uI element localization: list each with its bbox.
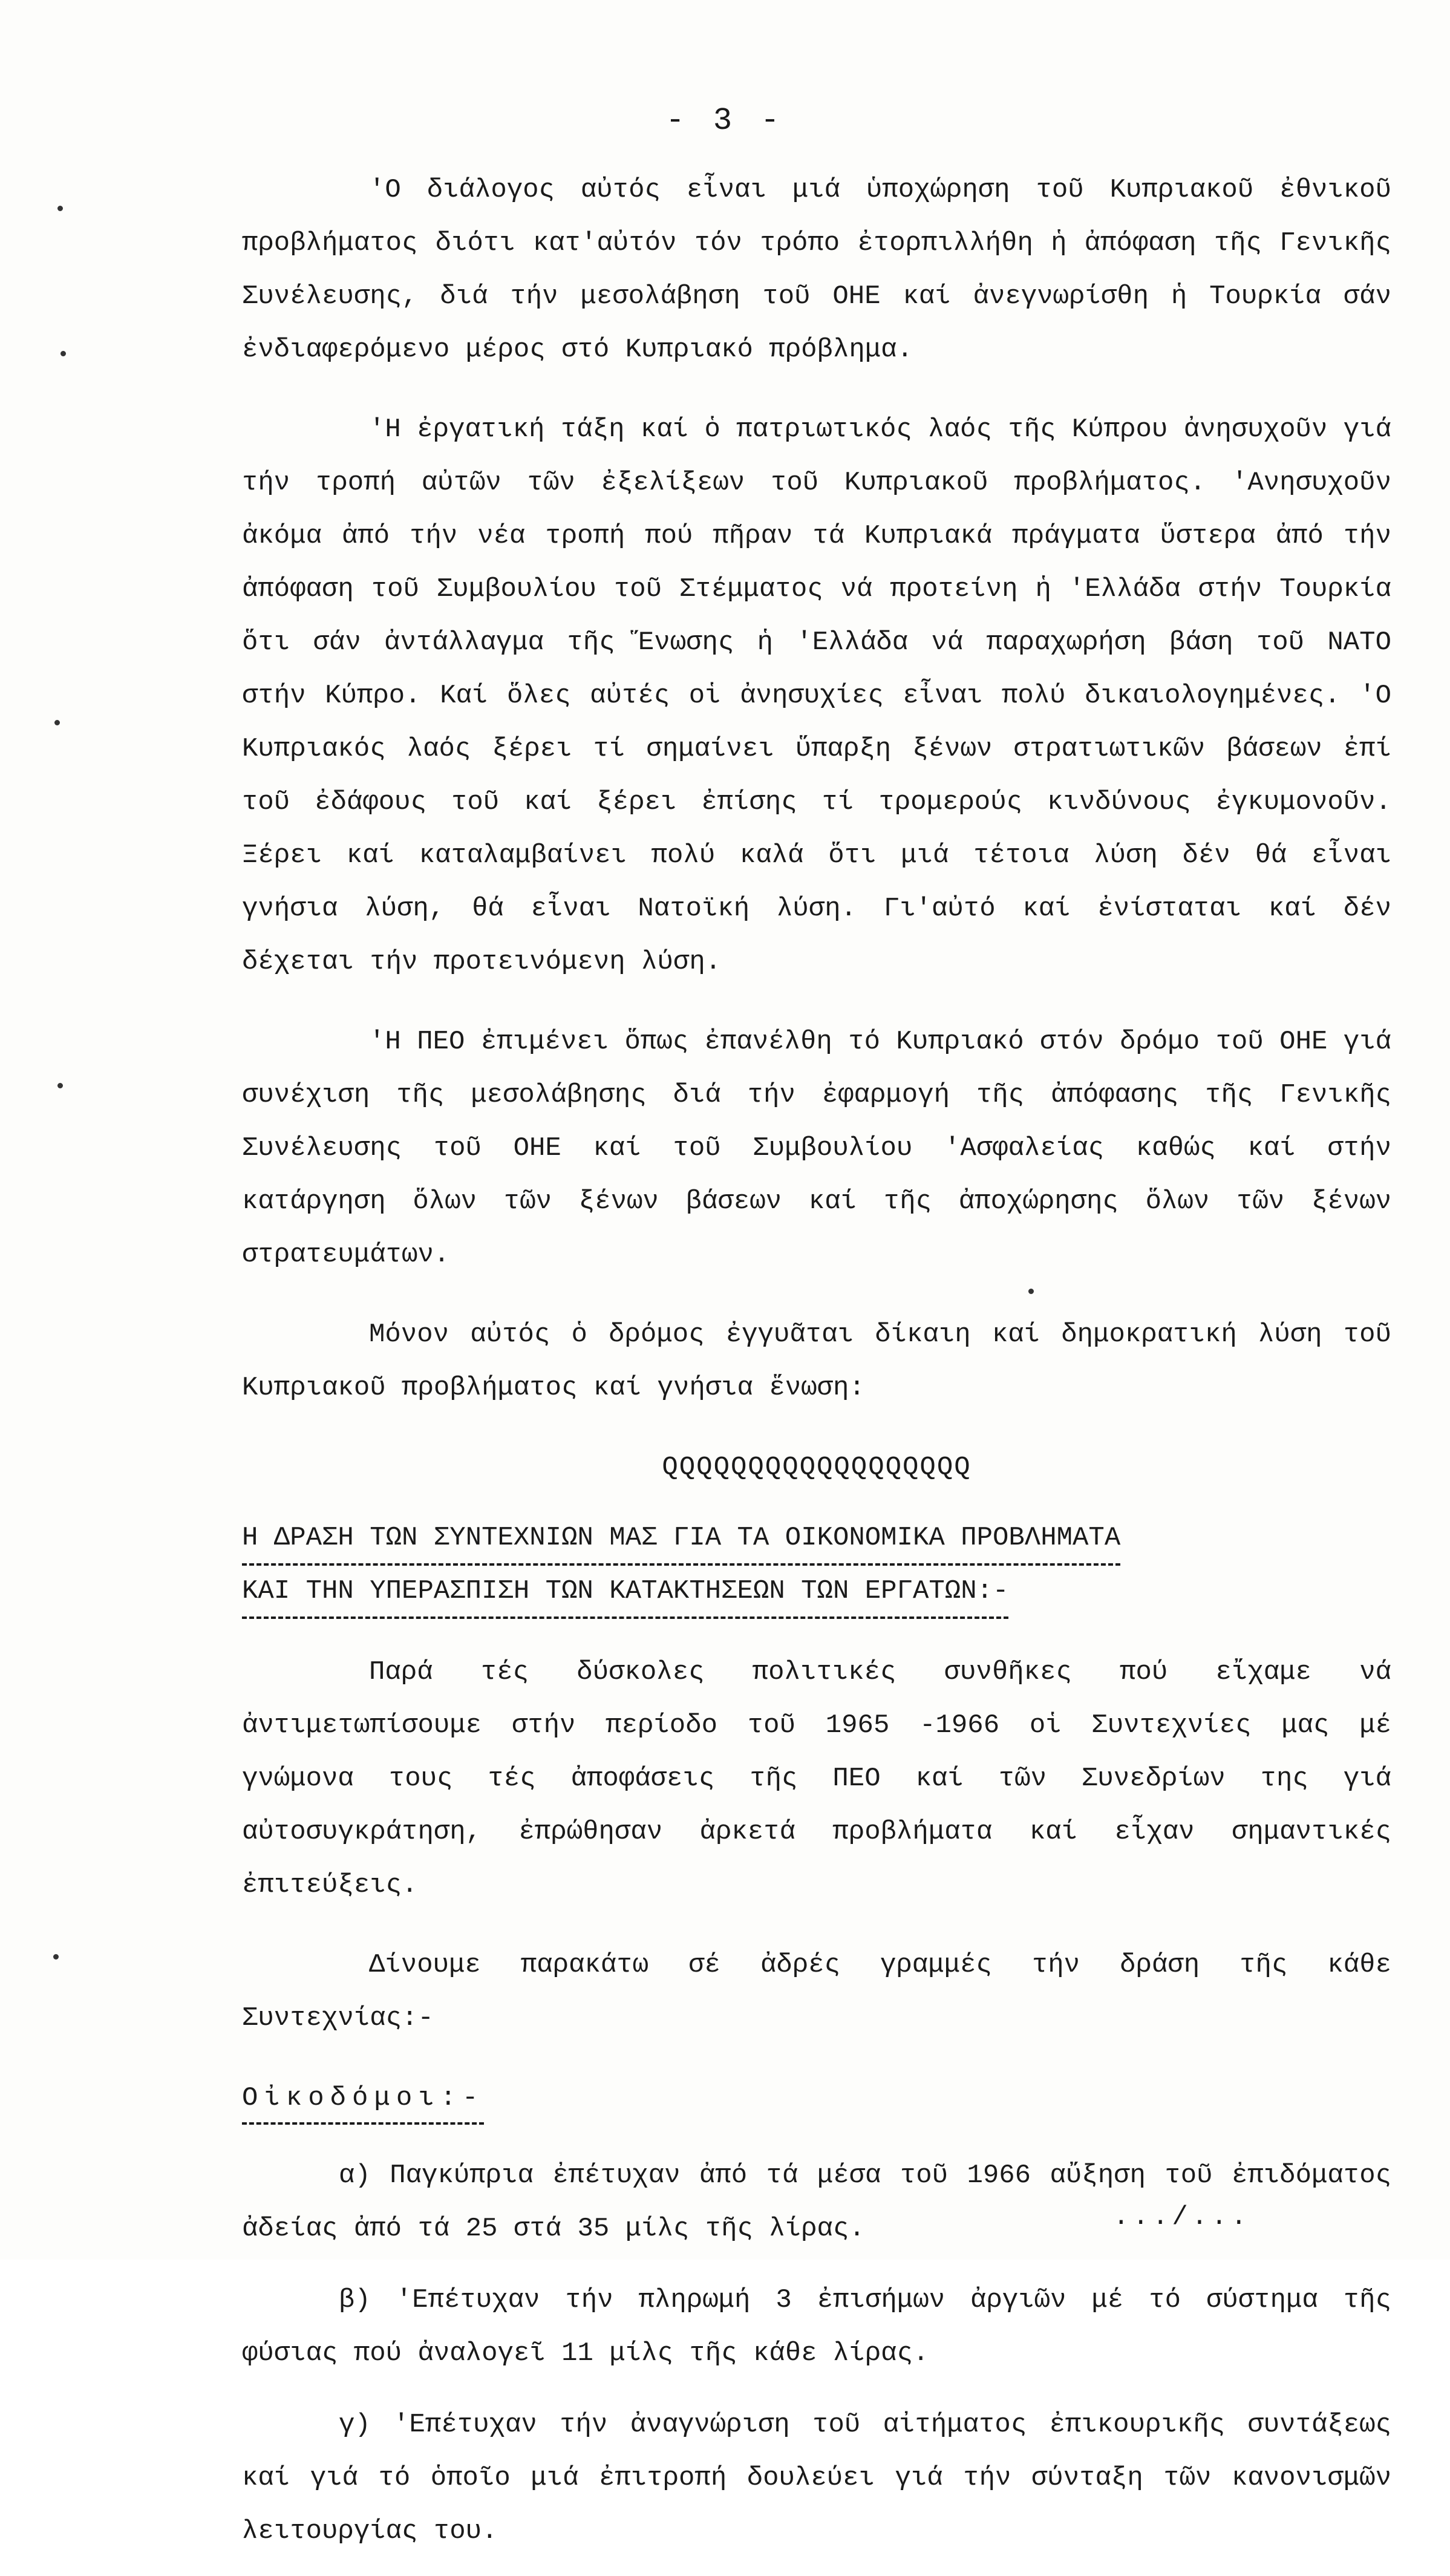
paragraph-peo-insists: 'Η ΠΕΟ ἐπιμένει ὅπως ἐπανέλθη τό Κυπριακό στόν δρόμο τοῦ ΟΗΕ γιά συνέχιση τῆς μεσολάβησης διά τήν ἐφαρμογή τῆς ἀπόφασης τῆς Γενικῆς Συνέλευσης τοῦ ΟΗΕ καί τοῦ Συμβουλίου 'Ασφαλείας καθώς καί στήν κατάργηση ὅλων τῶν ξένων βάσεων καί τῆς ἀποχώρησης ὅλων τῶν ξένων στρατευμάτων. (242, 1027, 1391, 1270)
scan-speck (1028, 1289, 1034, 1294)
subheading-builders: Οἰκοδόμοι:- (242, 2074, 484, 2125)
paragraph-dialogue: 'Ο διάλογος αὐτός εἶναι μιά ὑποχώρηση τοῦ Κυπριακοῦ ἐθνικοῦ προβλήματος διότι κατ'αὐτόν τόν τρόπο ἐτορπιλλήθη ἡ ἀπόφαση τῆς Γενικῆς Συνέλευσης, διά τήν μεσολάβηση τοῦ ΟΗΕ καί ἀνεγνωρίσθη ἡ Τουρκία σάν ἐνδιαφερόμενο μέρος στό Κυπριακό πρόβλημα. (242, 175, 1391, 365)
list-item-b: β) 'Επέτυχαν τήν πληρωμή 3 ἐπισήμων ἀργιῶν μέ τό σύστημα τῆς φύσιας πού ἀναλογεῖ 11 μίλς τῆς κάθε λίρας. (242, 2285, 1391, 2368)
section-heading (242, 1512, 1391, 1619)
list-item-c: γ) 'Επέτυχαν τήν ἀναγνώριση τοῦ αἰτήματος ἐπικουρικῆς συντάξεως καί γιά τό ὁποῖο μιά ἐπιτροπή δουλεύει γιά τήν σύνταξη τῶν κανονισμῶν λειτουργίας του. (242, 2410, 1391, 2546)
scan-speck (60, 351, 66, 356)
paragraph-working-class: 'Η ἐργατική τάξη καί ὁ πατριωτικός λαός τῆς Κύπρου ἀνησυχοῦν γιά τήν τροπή αὐτῶν τῶν ἐξελίξεων τοῦ Κυπριακοῦ προβλήματος. 'Ανησυχοῦν ἀκόμα ἀπό τήν νέα τροπή πού πῆραν τά Κυπριακά πράγματα ὕστερα ἀπό τήν ἀπόφαση τοῦ Συμβουλίου τοῦ Στέμματος νά προτείνη ἡ 'Ελλάδα στήν Τουρκία ὅτι σάν ἀντάλλαγμα τῆς Ἕνωσης ἡ 'Ελλάδα νά παραχωρήση βάση τοῦ ΝΑΤΟ στήν Κύπρο. Καί ὅλες αὐτές οἱ ἀνησυχίες εἶναι πολύ δικαιολογημένες. 'Ο Κυπριακός λαός ξέρει τί σημαίνει ὕπαρξη ξένων στρατιωτικῶν βάσεων ἐπί τοῦ ἐδάφους τοῦ καί ξέρει ἐπίσης τί τρομερούς κινδύνους ἐγκυμονοῦν. Ξέρει καί καταλαμβαίνει πολύ καλά ὅτι μιά τέτοια λύση δέν θά εἶναι γνήσια λύση, θά εἶναι Νατοϊκή λύση. Γι'αὐτό καί ἐνίσταται καί δέν δέχεται τήν προτεινόμενη λύση. (242, 414, 1391, 977)
section-heading-line-1: Η ΔΡΑΣΗ ΤΩΝ ΣΥΝΤΕΧΝΙΩΝ ΜΑΣ ΓΙΑ ΤΑ ΟΙΚΟΝΟΜΙΚΑ ΠΡΟΒΛΗΜΑΤΑ (242, 1512, 1120, 1566)
paragraph-only-road: Μόνον αὐτός ὁ δρόμος ἐγγυᾶται δίκαιη καί δημοκρατική λύση τοῦ Κυπριακοῦ προβλήματος καί γνήσια ἕνωση: (242, 1319, 1391, 1403)
paragraph-difficult-conditions: Παρά τές δύσκολες πολιτικές συνθῆκες πού εἴχαμε νά ἀντιμετωπίσουμε στήν περίοδο τοῦ 1965 -1966 οἱ Συντεχνίες μας μέ γνώμονα τους τές ἀποφάσεις τῆς ΠΕΟ καί τῶν Συνεδρίων της γιά αὐτοσυγκράτηση, ἐπρώθησαν ἀρκετά προβλήματα καί εἶχαν σημαντικές ἐπιτεύξεις. (242, 1657, 1391, 1900)
scan-speck (57, 1083, 63, 1088)
continuation-mark: .../... (1113, 2202, 1250, 2232)
scan-speck (57, 206, 63, 211)
scan-speck (53, 1954, 59, 1960)
section-heading-line-2: ΚΑΙ ΤΗΝ ΥΠΕΡΑΣΠΙΣΗ ΤΩΝ ΚΑΤΑΚΤΗΣΕΩΝ ΤΩΝ ΕΡΓΑΤΩΝ:- (242, 1566, 1008, 1619)
page-number: - 3 - (665, 103, 785, 139)
paragraph-we-give-below: Δίνουμε παρακάτω σέ ἀδρές γραμμές τήν δράση τῆς κάθε Συντεχνίας:- (242, 1950, 1391, 2033)
scan-speck (54, 720, 60, 725)
section-separator: QQQQQQQQQQQQQQQQQQ (662, 1453, 972, 1483)
list-item-a: α) Παγκύπρια ἐπέτυχαν ἀπό τά μέσα τοῦ 1966 αὔξηση τοῦ ἐπιδόματος ἀδείας ἀπό τά 25 στά 35 μίλς τῆς λίρας. (242, 2160, 1391, 2244)
